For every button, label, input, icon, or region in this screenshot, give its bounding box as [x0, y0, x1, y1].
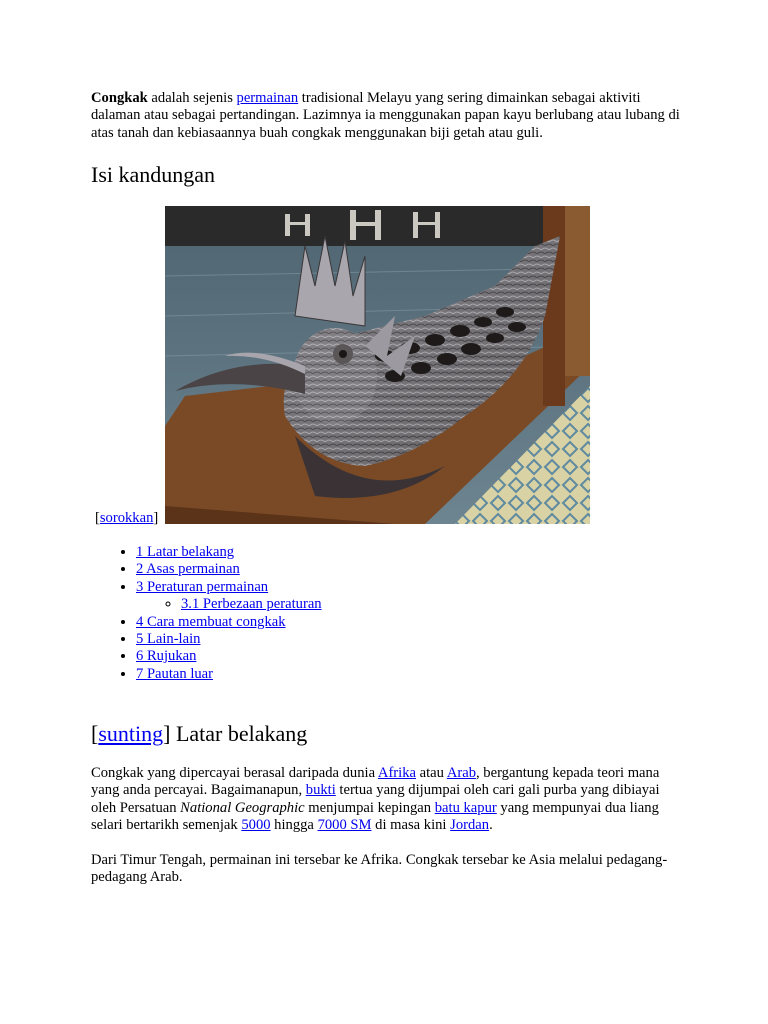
intro-term: Congkak — [91, 90, 148, 106]
emphasis-text: National Geographic — [180, 799, 305, 816]
toc-item — [136, 631, 322, 648]
congkak-photo — [165, 206, 590, 524]
link-batu-kapur[interactable]: batu kapur — [434, 799, 497, 816]
paragraph-text: hingga — [270, 817, 318, 834]
paragraph-text: , bergantung kepada teori mana yang anda percayai. Bagaimanapun, — [91, 765, 660, 799]
toc-item — [136, 561, 322, 578]
paragraph-text: di masa kini — [371, 817, 451, 834]
link-permainan[interactable]: permainan — [236, 90, 299, 106]
intro-text: adalah sejenis — [147, 90, 237, 106]
toc-sublist — [136, 596, 322, 613]
toc-item — [136, 544, 322, 561]
toc-link-1[interactable]: 1 Latar belakang — [136, 544, 235, 560]
paragraph-text: tertua yang dijumpai oleh cari gali purba yang dibiayai oleh Persatuan — [91, 782, 660, 816]
paragraph-text: menjumpai kepingan — [304, 799, 435, 816]
toc-link-3-1[interactable]: 3.1 Perbezaan peraturan — [181, 596, 322, 613]
history-paragraph-2: Dari Timur Tengah, permainan ini tersebar ke Afrika. Congkak tersebar ke Asia melalui pedagang-pedagang Arab. — [91, 852, 668, 886]
edit-section-link[interactable]: sunting — [98, 721, 164, 746]
toc-item — [136, 666, 322, 683]
toc-list — [91, 544, 322, 683]
paragraph-text: Congkak yang dipercayai berasal daripada dunia — [91, 765, 378, 781]
bracket-close: ] — [163, 721, 171, 746]
toc-item — [136, 614, 322, 631]
toc-item — [136, 579, 322, 614]
congkak-board-image — [165, 206, 590, 524]
toc-link-3[interactable]: 3 Peraturan permainan — [136, 578, 269, 595]
link-jordan[interactable]: Jordan — [450, 817, 490, 834]
toc-link-6[interactable]: 6 Rujukan — [136, 648, 197, 665]
toc-toggle — [95, 510, 158, 527]
link-afrika[interactable]: Afrika — [377, 765, 416, 781]
toc-hide-link[interactable]: sorokkan — [99, 510, 154, 526]
intro-text: tradisional Melayu yang sering dimainkan sebagai aktiviti dalaman atau sebagai pertandingan. Lazimnya ia menggunakan papan kayu berlubang atau lubang di atas tanah dan kebiasaannya buah congkak menggunakan biji getah atau guli. — [91, 90, 680, 141]
link-5000[interactable]: 5000 — [241, 817, 271, 834]
toc-link-4[interactable]: 4 Cara membuat congkak — [136, 613, 286, 630]
history-paragraph-1 — [91, 765, 681, 835]
intro-paragraph — [91, 90, 681, 142]
paragraph-text: yang mempunyai dua liang selari bertarikh semenjak — [91, 799, 659, 834]
bracket-close: ] — [153, 510, 159, 526]
link-bukti[interactable]: bukti — [305, 782, 336, 799]
link-7000-sm[interactable]: 7000 SM — [317, 817, 372, 834]
toc-item — [136, 648, 322, 665]
bracket-open: [ — [95, 510, 100, 526]
bracket-open: [ — [91, 721, 99, 746]
link-arab[interactable]: Arab — [446, 765, 476, 781]
toc-subitem — [181, 596, 322, 613]
paragraph-text: atau — [416, 765, 447, 781]
paragraph-text: . — [489, 817, 493, 834]
toc-link-5[interactable]: 5 Lain-lain — [136, 631, 201, 648]
toc-link-2[interactable]: 2 Asas permainan — [136, 561, 240, 578]
toc-title: Isi kandungan — [91, 162, 216, 187]
section-title: Latar belakang — [170, 721, 308, 746]
toc-link-7[interactable]: 7 Pautan luar — [136, 665, 214, 682]
section-heading — [91, 719, 307, 749]
